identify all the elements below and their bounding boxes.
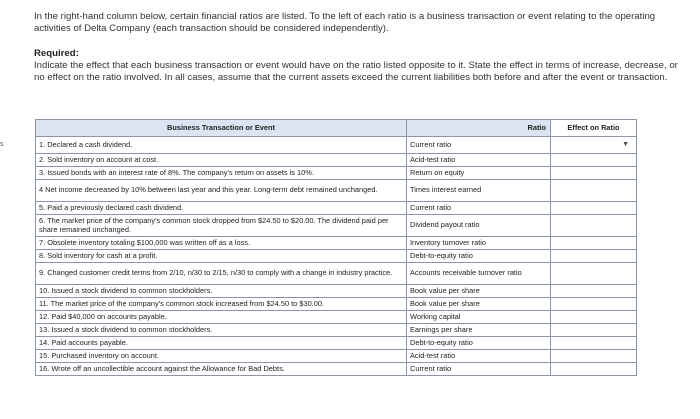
- ratio-cell: Accounts receivable turnover ratio: [407, 263, 551, 285]
- transaction-cell: 11. The market price of the company's common stock increased from $24.50 to $30.00.: [36, 298, 407, 311]
- header-transaction: Business Transaction or Event: [36, 120, 407, 137]
- table-row: [36, 350, 637, 363]
- transaction-cell: 14. Paid accounts payable.: [36, 337, 407, 350]
- transaction-cell: 4 Net income decreased by 10% between last year and this year. Long-term debt remained unchanged.: [36, 180, 407, 202]
- transaction-cell: 2. Sold inventory on account at cost.: [36, 154, 407, 167]
- transaction-cell: 9. Changed customer credit terms from 2/10, n/30 to 2/15, n/30 to comply with a change in industry practice.: [36, 263, 407, 285]
- ratio-cell: Current ratio: [407, 363, 551, 376]
- ratio-cell: Debt-to-equity ratio: [407, 337, 551, 350]
- effect-input[interactable]: [551, 337, 637, 350]
- ratio-cell: Return on equity: [407, 167, 551, 180]
- transaction-cell: 5. Paid a previously declared cash dividend.: [36, 202, 407, 215]
- table-row: [36, 137, 637, 154]
- ratio-cell: Working capital: [407, 311, 551, 324]
- instructions-text: In the right-hand column below, certain financial ratios are listed. To the left of each ratio is a business transaction or event relating to the operating activities of Delta Company (each transaction should be considered independently).: [34, 11, 656, 34]
- ratio-cell: Times interest earned: [407, 180, 551, 202]
- left-edge-mark: s: [0, 141, 4, 148]
- table-row: [36, 215, 637, 237]
- table-row: [36, 202, 637, 215]
- table-row: [36, 285, 637, 298]
- table-row: [36, 263, 637, 285]
- effect-input[interactable]: [551, 285, 637, 298]
- effect-input[interactable]: [551, 180, 637, 202]
- ratio-cell: Earnings per share: [407, 324, 551, 337]
- transaction-cell: 10. Issued a stock dividend to common stockholders.: [36, 285, 407, 298]
- transaction-cell: 15. Purchased inventory on account.: [36, 350, 407, 363]
- table-row: [36, 363, 637, 376]
- required-text: Indicate the effect that each business transaction or event would have on the ratio listed opposite to it. State the effect in terms of increase, decrease, or no effect on the ratio involved. In all cases, assume that the current assets exceed the current liabilities both before and after the event or transaction.: [34, 60, 678, 83]
- transaction-cell: 3. Issued bonds with an interest rate of 8%. The company's return on assets is 10%.: [36, 167, 407, 180]
- transaction-cell: 6. The market price of the company's common stock dropped from $24.50 to $20.00. The dividend paid per share remained unchanged.: [36, 215, 407, 237]
- ratio-cell: Acid-test ratio: [407, 154, 551, 167]
- table-row: [36, 154, 637, 167]
- table-row: [36, 311, 637, 324]
- ratio-cell: Book value per share: [407, 285, 551, 298]
- effect-input[interactable]: [551, 363, 637, 376]
- ratio-cell: Dividend payout ratio: [407, 215, 551, 237]
- table-row: [36, 337, 637, 350]
- ratio-cell: Inventory turnover ratio: [407, 237, 551, 250]
- ratio-effect-table: [35, 119, 637, 376]
- table-row: [36, 298, 637, 311]
- effect-input[interactable]: [551, 250, 637, 263]
- effect-input[interactable]: [551, 154, 637, 167]
- effect-input[interactable]: [551, 350, 637, 363]
- transaction-cell: 13. Issued a stock dividend to common stockholders.: [36, 324, 407, 337]
- transaction-cell: 8. Sold inventory for cash at a profit.: [36, 250, 407, 263]
- dropdown-arrow-icon[interactable]: ▼: [622, 141, 629, 148]
- transaction-cell: 12. Paid $40,000 on accounts payable.: [36, 311, 407, 324]
- effect-input[interactable]: [551, 311, 637, 324]
- table-row: [36, 167, 637, 180]
- ratio-cell: Current ratio: [407, 202, 551, 215]
- effect-input[interactable]: [551, 215, 637, 237]
- effect-input[interactable]: [551, 263, 637, 285]
- table-row: [36, 180, 637, 202]
- effect-input[interactable]: [551, 202, 637, 215]
- transaction-cell: 16. Wrote off an uncollectible account against the Allowance for Bad Debts.: [36, 363, 407, 376]
- table-row: [36, 237, 637, 250]
- effect-input[interactable]: [551, 237, 637, 250]
- table-row: [36, 324, 637, 337]
- required-heading: Required:: [34, 48, 79, 59]
- effect-input[interactable]: [551, 167, 637, 180]
- header-ratio: Ratio: [407, 120, 551, 137]
- transaction-cell: 1. Declared a cash dividend.: [36, 137, 407, 154]
- effect-input[interactable]: [551, 298, 637, 311]
- ratio-cell: Current ratio: [407, 137, 551, 154]
- transaction-cell: 7. Obsolete inventory totaling $100,000 was written off as a loss.: [36, 237, 407, 250]
- ratio-cell: Debt-to-equity ratio: [407, 250, 551, 263]
- table-row: [36, 250, 637, 263]
- header-effect: Effect on Ratio: [551, 120, 637, 137]
- ratio-cell: Book value per share: [407, 298, 551, 311]
- effect-select[interactable]: [551, 137, 637, 154]
- effect-input[interactable]: [551, 324, 637, 337]
- ratio-cell: Acid-test ratio: [407, 350, 551, 363]
